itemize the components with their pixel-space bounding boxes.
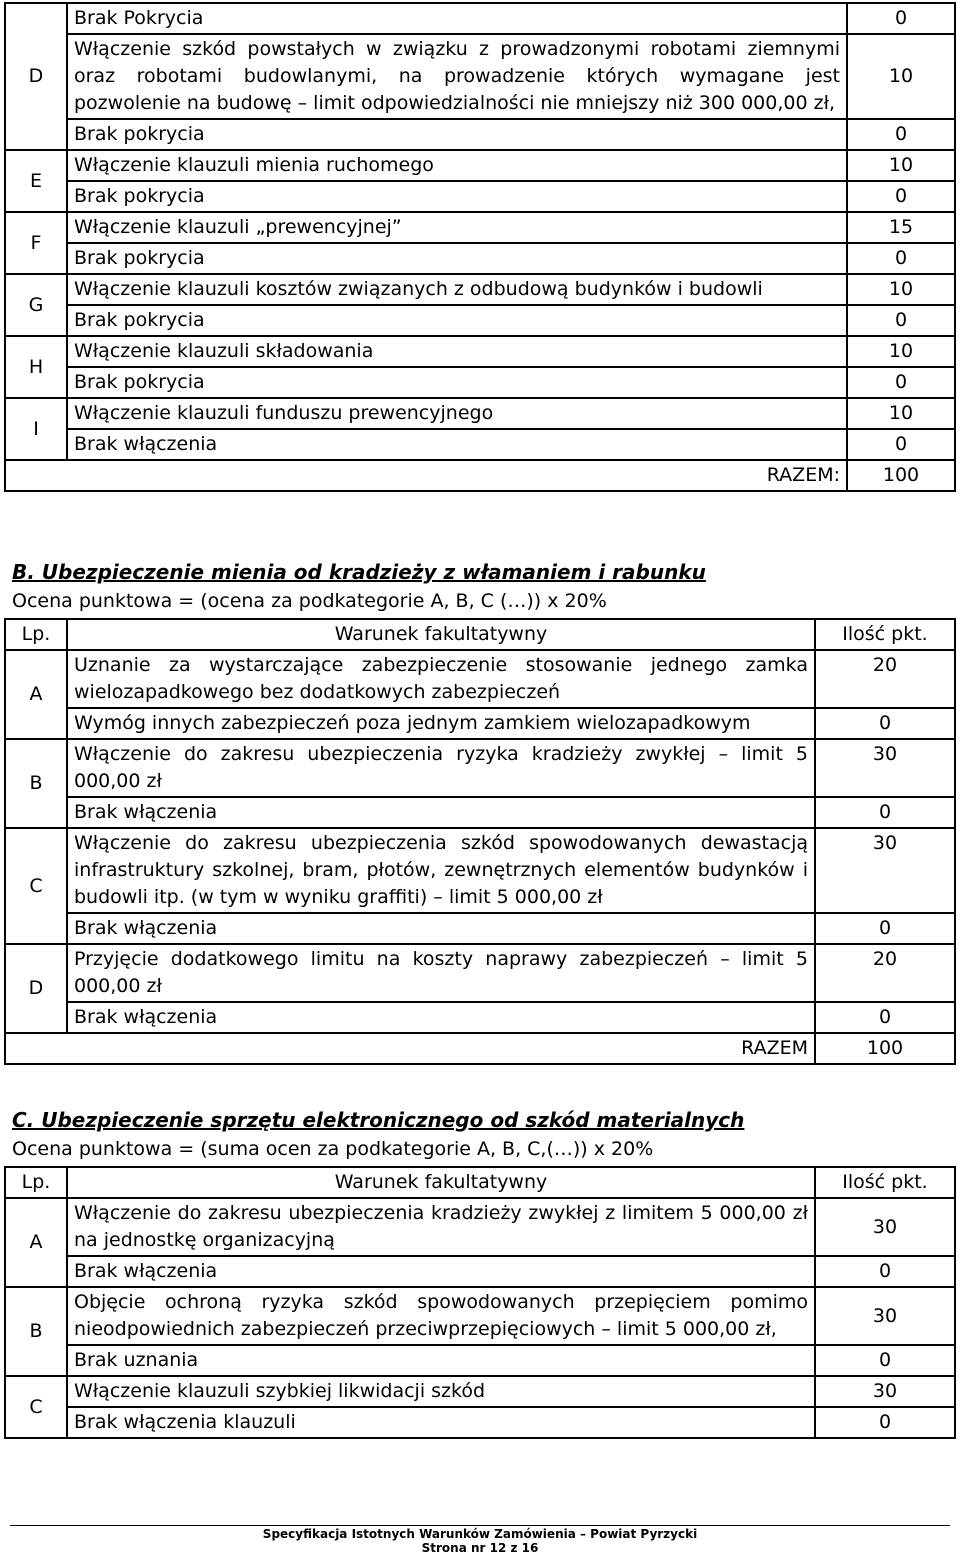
table-row: [5, 708, 955, 739]
table-row: [5, 1345, 955, 1376]
condition-cell: Objęcie ochroną ryzyka szkód spowodowanych przepięciem pomimo nieodpowiednich zabezpieczeń przeciwprzepięciowych – limit 5 000,00 zł,: [67, 1287, 815, 1345]
points-cell: 0: [815, 1345, 955, 1376]
condition-cell: Brak włączenia: [67, 797, 815, 828]
total-row: [5, 460, 955, 491]
points-cell: 0: [847, 429, 955, 460]
condition-cell: Brak pokrycia: [67, 367, 847, 398]
table-row: [5, 119, 955, 150]
footer-page-number: Strona nr 12 z 16: [421, 1541, 539, 1555]
points-cell: 0: [847, 3, 955, 34]
section-b-subtitle: Ocena punktowa = (ocena za podkategorie A, B, C (…)) x 20%: [12, 590, 607, 612]
points-cell: 10: [847, 274, 955, 305]
condition-cell: Włączenie klauzuli mienia ruchomego: [67, 150, 847, 181]
condition-cell: Uznanie za wystarczające zabezpieczenie stosowanie jednego zamka wielozapadkowego bez dodatkowych zabezpieczeń: [67, 650, 815, 708]
condition-cell: Brak włączenia: [67, 1002, 815, 1033]
table-row: [5, 181, 955, 212]
row-lp: I: [5, 398, 67, 460]
points-cell: 10: [847, 150, 955, 181]
table-row: [5, 1256, 955, 1287]
table-row: [5, 1376, 955, 1407]
points-cell: 30: [815, 1376, 955, 1407]
condition-cell: Brak pokrycia: [67, 119, 847, 150]
condition-cell: Brak włączenia: [67, 1256, 815, 1287]
row-lp: F: [5, 212, 67, 274]
header-points: Ilość pkt.: [815, 619, 955, 650]
table-row: [5, 1002, 955, 1033]
table-row: [5, 305, 955, 336]
points-cell: 0: [815, 1002, 955, 1033]
condition-cell: Brak włączenia klauzuli: [67, 1407, 815, 1438]
footer-divider: [10, 1525, 950, 1526]
table-section-b: [4, 618, 956, 1065]
points-cell: 15: [847, 212, 955, 243]
points-cell: 30: [815, 828, 955, 913]
condition-cell: Włączenie klauzuli kosztów związanych z odbudową budynków i budowli: [67, 274, 847, 305]
condition-cell: Włączenie klauzuli szybkiej likwidacji szkód: [67, 1376, 815, 1407]
table-row: [5, 274, 955, 305]
table-continuation: [4, 2, 956, 492]
row-lp: H: [5, 336, 67, 398]
table-row: [5, 944, 955, 1002]
table-row: [5, 739, 955, 797]
points-cell: 30: [815, 1198, 955, 1256]
condition-cell: Włączenie szkód powstałych w związku z prowadzonymi robotami ziemnymi oraz robotami budowlanymi, na prowadzenie których wymagane jest pozwolenie na budowę – limit odpowiedzialności nie mniejszy niż 300 000,00 zł,: [67, 34, 847, 119]
condition-cell: Włączenie do zakresu ubezpieczenia ryzyka kradzieży zwykłej – limit 5 000,00 zł: [67, 739, 815, 797]
points-cell: 0: [815, 1407, 955, 1438]
table-row: [5, 3, 955, 34]
points-cell: 0: [815, 1256, 955, 1287]
points-cell: 30: [815, 1287, 955, 1345]
table-row: [5, 150, 955, 181]
total-value: 100: [847, 460, 955, 491]
row-lp: D: [5, 3, 67, 150]
row-lp: C: [5, 828, 67, 944]
condition-cell: Brak pokrycia: [67, 243, 847, 274]
table-row: [5, 212, 955, 243]
condition-cell: Brak Pokrycia: [67, 3, 847, 34]
table-row: [5, 243, 955, 274]
header-points: Ilość pkt.: [815, 1167, 955, 1198]
section-c-subtitle: Ocena punktowa = (suma ocen za podkategorie A, B, C,(…)) x 20%: [12, 1138, 654, 1160]
table-row: [5, 336, 955, 367]
section-c-title: C. Ubezpieczenie sprzętu elektronicznego od szkód materialnych: [12, 1108, 745, 1132]
table-row: [5, 34, 955, 119]
points-cell: 0: [815, 708, 955, 739]
condition-cell: Brak włączenia: [67, 429, 847, 460]
table-row: [5, 797, 955, 828]
row-lp: B: [5, 1287, 67, 1376]
condition-cell: Brak włączenia: [67, 913, 815, 944]
points-cell: 10: [847, 398, 955, 429]
table-section-c: [4, 1166, 956, 1439]
header-condition: Warunek fakultatywny: [67, 619, 815, 650]
total-value: 100: [815, 1033, 955, 1064]
points-cell: 0: [847, 243, 955, 274]
condition-cell: Włączenie do zakresu ubezpieczenia szkód spowodowanych dewastacją infrastruktury szkolnej, bram, płotów, zewnętrznych elementów budynków i budowli itp. (w tym w wyniku graffiti) – limit 5 000,00 zł: [67, 828, 815, 913]
points-cell: 20: [815, 944, 955, 1002]
table-row: [5, 1287, 955, 1345]
condition-cell: Włączenie klauzuli „prewencyjnej”: [67, 212, 847, 243]
points-cell: 0: [847, 367, 955, 398]
table-row: [5, 367, 955, 398]
row-lp: G: [5, 274, 67, 336]
condition-cell: Włączenie klauzuli składowania: [67, 336, 847, 367]
condition-cell: Przyjęcie dodatkowego limitu na koszty naprawy zabezpieczeń – limit 5 000,00 zł: [67, 944, 815, 1002]
table-row: [5, 650, 955, 708]
row-lp: A: [5, 650, 67, 739]
points-cell: 10: [847, 34, 955, 119]
total-label: RAZEM: [5, 1033, 815, 1064]
total-row: [5, 1033, 955, 1064]
total-label: RAZEM:: [5, 460, 847, 491]
row-lp: A: [5, 1198, 67, 1287]
condition-cell: Włączenie klauzuli funduszu prewencyjnego: [67, 398, 847, 429]
points-cell: 0: [815, 797, 955, 828]
table-header: [5, 1167, 955, 1198]
condition-cell: Wymóg innych zabezpieczeń poza jednym zamkiem wielozapadkowym: [67, 708, 815, 739]
row-lp: D: [5, 944, 67, 1033]
table-row: [5, 828, 955, 913]
header-lp: Lp.: [5, 619, 67, 650]
points-cell: 0: [847, 181, 955, 212]
points-cell: 30: [815, 739, 955, 797]
row-lp: C: [5, 1376, 67, 1438]
points-cell: 0: [815, 913, 955, 944]
header-condition: Warunek fakultatywny: [67, 1167, 815, 1198]
points-cell: 20: [815, 650, 955, 708]
condition-cell: Włączenie do zakresu ubezpieczenia kradzieży zwykłej z limitem 5 000,00 zł na jednostkę organizacyjną: [67, 1198, 815, 1256]
footer-spec-title: Specyfikacja Istotnych Warunków Zamówienia – Powiat Pyrzycki: [262, 1527, 698, 1541]
condition-cell: Brak pokrycia: [67, 305, 847, 336]
table-row: [5, 913, 955, 944]
points-cell: 0: [847, 305, 955, 336]
points-cell: 0: [847, 119, 955, 150]
row-lp: E: [5, 150, 67, 212]
condition-cell: Brak uznania: [67, 1345, 815, 1376]
table-header: [5, 619, 955, 650]
header-lp: Lp.: [5, 1167, 67, 1198]
table-row: [5, 398, 955, 429]
section-b-title: B. Ubezpieczenie mienia od kradzieży z włamaniem i rabunku: [12, 560, 706, 584]
points-cell: 10: [847, 336, 955, 367]
table-row: [5, 1407, 955, 1438]
row-lp: B: [5, 739, 67, 828]
table-row: [5, 429, 955, 460]
condition-cell: Brak pokrycia: [67, 181, 847, 212]
table-row: [5, 1198, 955, 1256]
